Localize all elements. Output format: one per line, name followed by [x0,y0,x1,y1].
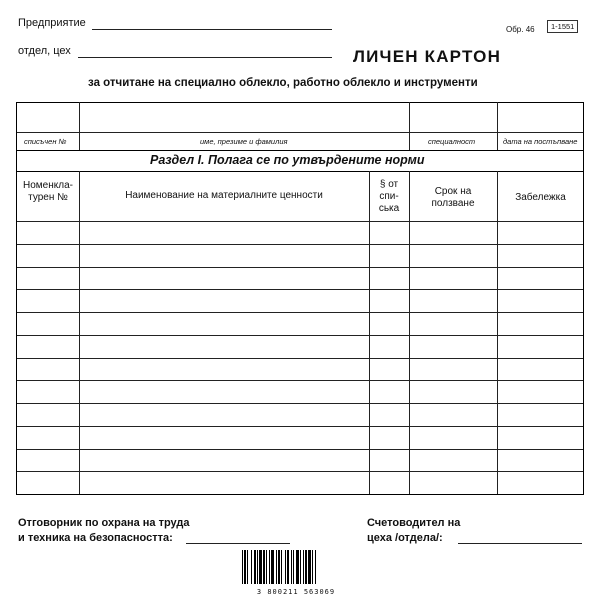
page-subtitle: за отчитане на специално облекло, работно облекло и инструменти [88,77,478,89]
col-header-item-name: Наименование на материалните ценности [125,190,323,201]
safety-officer-signature-field[interactable] [186,543,290,544]
department-label: отдел, цех [18,45,71,57]
table-row[interactable] [17,449,583,450]
list-number-caption: списъчен № [24,137,67,146]
full-name-caption: име, презиме и фамилия [200,137,288,146]
accountant-signature-field[interactable] [458,543,582,544]
table-row[interactable] [17,403,583,404]
specialty-caption: специалност [428,137,476,146]
enterprise-label: Предприятие [18,17,86,29]
accountant-label [367,516,460,546]
col-header-list-paragraph: § от спи- ська [378,179,400,214]
table-row[interactable] [17,289,583,290]
table-row[interactable] [17,244,583,245]
enterprise-field[interactable] [92,29,332,30]
section-title: Раздел I. Полага се по утвърдените норми [150,153,425,167]
barcode-bars [240,550,352,584]
accountant-line2: цеха /отдела/: [367,532,443,544]
col-header-remark: Забележка [515,192,566,203]
table-row[interactable] [17,426,583,427]
table-row[interactable] [17,380,583,381]
table-row[interactable] [17,312,583,313]
table-row[interactable] [17,471,583,472]
col-header-nomenclature: Номенкла- турен № [23,180,73,203]
accountant-line1: Счетоводител на [367,517,461,529]
safety-officer-line1: Отговорник по охрана на труда [18,517,190,529]
hire-date-caption: дата на постъпване [503,137,578,146]
table-row[interactable] [17,358,583,359]
table-row[interactable] [17,267,583,268]
form-code: 1-1551 [547,20,578,33]
barcode [240,550,352,594]
department-field[interactable] [78,57,332,58]
table-row[interactable] [17,335,583,336]
form-number: Обр. 46 [506,25,535,34]
safety-officer-label [18,516,189,546]
safety-officer-line2: и техника на безопасността: [18,532,173,544]
col-header-usage-period: Срок на ползване [431,186,475,209]
page-title: ЛИЧЕН КАРТОН [353,47,502,66]
barcode-digits: 3 800211 563069 [256,588,336,596]
